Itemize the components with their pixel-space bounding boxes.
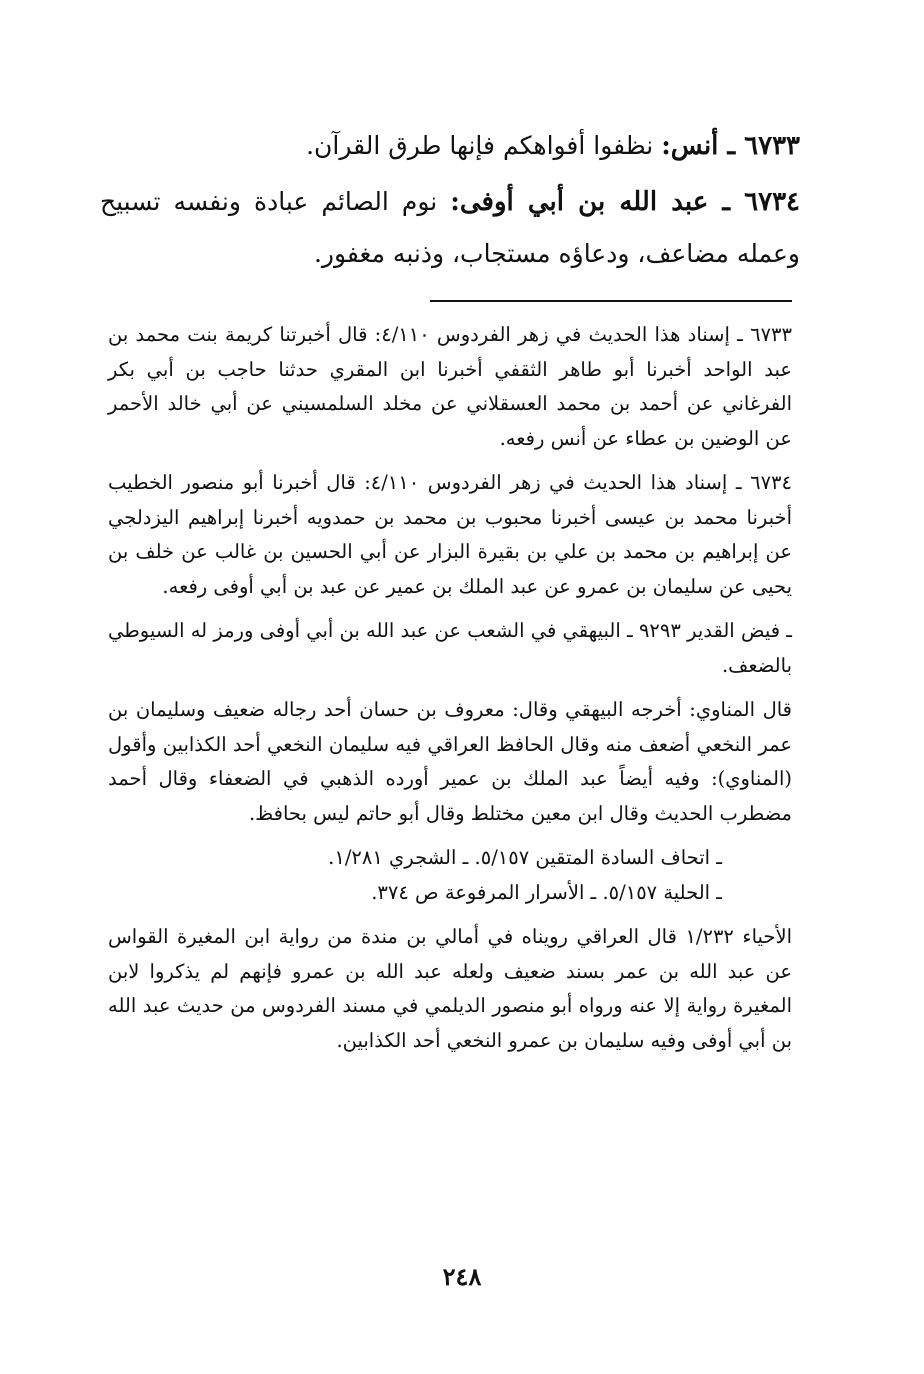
hadith-number-narrator: ٦٧٣٣ ـ أنس: (661, 131, 800, 161)
footnote-faid-alqadir: ـ فيض القدير ٩٢٩٣ ـ البيهقي في الشعب عن عبد الله بن أبي أوفى ورمز له السيوطي بالضعف. (108, 619, 792, 677)
hadith-text: نوم الصائم عبادة ونفسه تسبيح وعمله مضاعف، ودعاؤه مستجاب، وذنبه مغفور. (100, 187, 800, 268)
reference-line: ـ اتحاف السادة المتقين ٥/١٥٧. ـ الشجري ١/٢٨١. (328, 846, 722, 869)
hadith-entry-6733 (100, 120, 800, 172)
hadith-number-narrator: ٦٧٣٤ ـ عبد الله بن أبي أوفى: (450, 187, 800, 217)
footnote-munawi: قال المناوي: أخرجه البيهقي وقال: معروف بن حسان أحد رجاله ضعيف وسليمان بن عمر النخعي أضعف منه وقال الحافظ العراقي فيه سليمان النخعي أحد الكذابين وأقول (المناوي): وفيه أيضاً عبد الملك بن عمير أورده الذهبي في الضعفاء وقال أحمد مضطرب الحديث وقال ابن معين مختلط وقال أبو حاتم ليس بحافظ. (108, 698, 792, 825)
hadith-text: نظفوا أفواهكم فإنها طرق القرآن. (306, 131, 654, 160)
footnote-divider (430, 300, 792, 302)
footnote-6734: ٦٧٣٤ ـ إسناد هذا الحديث في زهر الفردوس ٤/١١٠: قال أخبرنا أبو منصور الخطيب أخبرنا محمد بن عيسى أخبرنا محبوب بن محمد بن حمدويه أخبرنا إبراهيم اليزدلجي عن إبراهيم بن محمد بن علي بن بقيرة البزار عن أبي الحسين بن غالب عن خلف بن يحيى عن سليمان بن عمرو عن عبد الملك بن عمير عن عبد بن أبي أوفى رفعه. (108, 471, 792, 598)
page-number: ٢٤٨ (442, 1262, 482, 1291)
reference-list (108, 841, 722, 910)
main-text (100, 120, 800, 284)
footnote-ihya: الأحياء ١/٢٣٢ قال العراقي رويناه في أمالي بن مندة من رواية ابن المغيرة القواس عن عبد الله بن عمر بسند ضعيف ولعله عبد الله بن عمرو فإنهم لم يذكروا لابن المغيرة رواية إلا عنه ورواه أبو منصور الديلمي في مسند الفردوس من حديث عبد الله بن أبي أوفى وفيه سليمان بن عمرو النخعي أحد الكذابين. (108, 925, 792, 1052)
hadith-entry-6734 (100, 176, 800, 280)
footnotes (108, 318, 792, 1068)
reference-line: ـ الحلية ٥/١٥٧. ـ الأسرار المرفوعة ص ٣٧٤. (371, 880, 722, 904)
footnote-6733: ٦٧٣٣ ـ إسناد هذا الحديث في زهر الفردوس ٤/١١٠: قال أخبرتنا كريمة بنت محمد بن عبد الواحد أخبرنا أبو طاهر الثقفي أخبرنا ابن المقري حدثنا حاجب بن أبي بكر الفرغاني عن أحمد بن محمد العسقلاني عن مخلد السلمسيني عن أبي خالد الأحمر عن الوضين بن عطاء عن أنس رفعه. (108, 323, 793, 450)
